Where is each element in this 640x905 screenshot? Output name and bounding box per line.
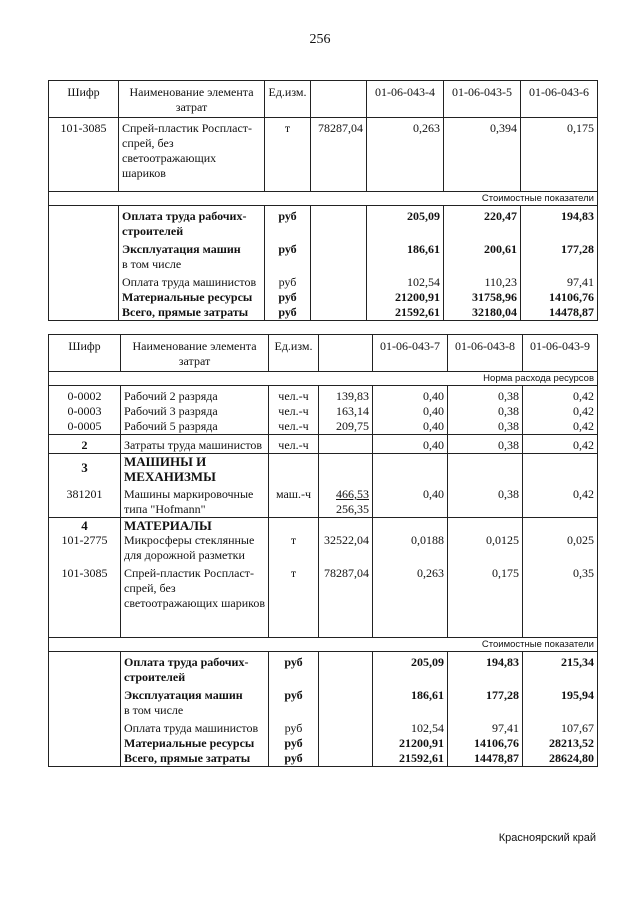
cost-value-1: 21200,91 bbox=[373, 736, 448, 751]
table-row bbox=[49, 484, 598, 518]
table-row bbox=[49, 419, 598, 435]
cost-value-2: 200,61 bbox=[444, 239, 521, 272]
cost-name: Оплата труда рабочих-строителей bbox=[121, 651, 269, 685]
section-label: Стоимостные показатели bbox=[49, 192, 598, 206]
cost-row bbox=[49, 751, 598, 767]
row-value-2: 0,38 bbox=[448, 419, 523, 435]
header-col-1: 01-06-043-4 bbox=[367, 81, 444, 118]
cost-value-1: 205,09 bbox=[367, 206, 444, 240]
row-value-2: 0,38 bbox=[448, 435, 523, 454]
row-value-1: 0,40 bbox=[373, 419, 448, 435]
cost-unit: руб bbox=[269, 685, 319, 718]
cost-row bbox=[49, 736, 598, 751]
header-col-1: 01-06-043-7 bbox=[373, 335, 448, 372]
group-row-materials bbox=[49, 518, 598, 534]
cost-value-2: 32180,04 bbox=[444, 305, 521, 321]
header-code: Шифр bbox=[49, 81, 119, 118]
cost-name: Оплата труда рабочих-строителей bbox=[119, 206, 265, 240]
row-name: Спрей-пластик Роспласт-спрей, без светоотражающих шариков bbox=[119, 118, 265, 192]
row-value-1: 0,40 bbox=[373, 435, 448, 454]
table-row bbox=[49, 118, 598, 192]
table-row bbox=[49, 386, 598, 405]
row-code: 0-0005 bbox=[49, 419, 121, 435]
row-name: Затраты труда машинистов bbox=[121, 435, 269, 454]
table-header-row bbox=[49, 81, 598, 118]
cost-name: Материальные ресурсы bbox=[121, 736, 269, 751]
header-price bbox=[319, 335, 373, 372]
cost-value-1: 186,61 bbox=[373, 685, 448, 718]
cost-name: Оплата труда машинистов bbox=[119, 272, 265, 290]
cost-value-1: 21592,61 bbox=[367, 305, 444, 321]
cost-value-1: 21200,91 bbox=[367, 290, 444, 305]
row-price: 78287,04 bbox=[319, 563, 373, 637]
header-col-2: 01-06-043-5 bbox=[444, 81, 521, 118]
row-unit: т bbox=[265, 118, 311, 192]
row-price: 139,83 bbox=[319, 386, 373, 405]
row-value-2: 0,175 bbox=[448, 563, 523, 637]
cost-unit: руб bbox=[265, 239, 311, 272]
row-value-2: 0,0125 bbox=[448, 533, 523, 563]
cost-value-3: 28213,52 bbox=[523, 736, 598, 751]
row-value-3: 0,175 bbox=[521, 118, 598, 192]
cost-name: Всего, прямые затраты bbox=[119, 305, 265, 321]
row-code: 2 bbox=[49, 435, 121, 454]
row-price-cell bbox=[319, 484, 373, 518]
cost-table-2 bbox=[48, 334, 598, 767]
cost-value-3: 14106,76 bbox=[521, 290, 598, 305]
row-value-1: 0,40 bbox=[373, 404, 448, 419]
group-code: 3 bbox=[49, 454, 121, 485]
cost-unit: руб bbox=[265, 272, 311, 290]
row-unit: т bbox=[269, 533, 319, 563]
cost-value-2: 97,41 bbox=[448, 718, 523, 736]
cost-value-3: 215,34 bbox=[523, 651, 598, 685]
table-row-machinists bbox=[49, 435, 598, 454]
cost-subnote: в том числе bbox=[122, 257, 182, 271]
row-value-3: 0,42 bbox=[523, 435, 598, 454]
cost-subnote: в том числе bbox=[124, 702, 184, 717]
table-row bbox=[49, 404, 598, 419]
region-footer: Красноярский край bbox=[498, 832, 596, 844]
row-price: 32522,04 bbox=[319, 533, 373, 563]
row-unit: чел.-ч bbox=[269, 386, 319, 405]
table-header-row bbox=[49, 335, 598, 372]
row-unit: маш.-ч bbox=[269, 484, 319, 518]
row-value-1: 0,0188 bbox=[373, 533, 448, 563]
cost-value-1: 21592,61 bbox=[373, 751, 448, 767]
cost-value-2: 110,23 bbox=[444, 272, 521, 290]
cost-value-3: 195,94 bbox=[523, 685, 598, 718]
row-value-3: 0,42 bbox=[523, 386, 598, 405]
header-unit: Ед.изм. bbox=[269, 335, 319, 372]
row-price-2: 256,35 bbox=[336, 502, 369, 516]
row-value-3: 0,42 bbox=[523, 484, 598, 518]
row-code: 381201 bbox=[49, 484, 121, 518]
cost-name-cell bbox=[121, 685, 269, 718]
cost-name-cell bbox=[119, 239, 265, 272]
cost-value-3: 177,28 bbox=[521, 239, 598, 272]
cost-unit: руб bbox=[265, 206, 311, 240]
header-name: Наименование элемента затрат bbox=[119, 81, 265, 118]
row-name: Рабочий 2 разряда bbox=[121, 386, 269, 405]
header-col-2: 01-06-043-8 bbox=[448, 335, 523, 372]
header-price bbox=[311, 81, 367, 118]
group-code: 4 bbox=[49, 518, 121, 534]
row-name: Рабочий 3 разряда bbox=[121, 404, 269, 419]
section-label: Норма расхода ресурсов bbox=[49, 372, 598, 386]
row-value-1: 0,40 bbox=[373, 386, 448, 405]
group-title: МАТЕРИАЛЫ bbox=[121, 518, 269, 534]
cost-row bbox=[49, 206, 598, 240]
cost-value-1: 102,54 bbox=[373, 718, 448, 736]
cost-value-2: 31758,96 bbox=[444, 290, 521, 305]
row-value-1: 0,263 bbox=[367, 118, 444, 192]
header-col-3: 01-06-043-6 bbox=[521, 81, 598, 118]
header-unit: Ед.изм. bbox=[265, 81, 311, 118]
row-unit: т bbox=[269, 563, 319, 637]
cost-row bbox=[49, 718, 598, 736]
cost-value-2: 177,28 bbox=[448, 685, 523, 718]
cost-name: Материальные ресурсы bbox=[119, 290, 265, 305]
cost-value-3: 28624,80 bbox=[523, 751, 598, 767]
cost-row bbox=[49, 305, 598, 321]
row-price: 209,75 bbox=[319, 419, 373, 435]
cost-name: Эксплуатация машин bbox=[122, 242, 241, 256]
row-value-2: 0,38 bbox=[448, 404, 523, 419]
row-value-3: 0,42 bbox=[523, 419, 598, 435]
header-code: Шифр bbox=[49, 335, 121, 372]
cost-value-1: 102,54 bbox=[367, 272, 444, 290]
cost-unit: руб bbox=[269, 751, 319, 767]
cost-unit: руб bbox=[269, 718, 319, 736]
row-value-2: 0,38 bbox=[448, 484, 523, 518]
row-price: 163,14 bbox=[319, 404, 373, 419]
row-code: 0-0003 bbox=[49, 404, 121, 419]
cost-name: Оплата труда машинистов bbox=[121, 718, 269, 736]
header-name: Наименование элемента затрат bbox=[121, 335, 269, 372]
section-label: Стоимостные показатели bbox=[49, 637, 598, 651]
cost-value-2: 194,83 bbox=[448, 651, 523, 685]
cost-value-3: 97,41 bbox=[521, 272, 598, 290]
header-col-3: 01-06-043-9 bbox=[523, 335, 598, 372]
cost-value-3: 107,67 bbox=[523, 718, 598, 736]
row-unit: чел.-ч bbox=[269, 435, 319, 454]
cost-row bbox=[49, 290, 598, 305]
row-value-3: 0,42 bbox=[523, 404, 598, 419]
group-row-machines bbox=[49, 454, 598, 485]
cost-unit: руб bbox=[269, 651, 319, 685]
row-name: Машины маркировочные типа "Hofmann" bbox=[121, 484, 269, 518]
cost-value-2: 14106,76 bbox=[448, 736, 523, 751]
row-price: 78287,04 bbox=[311, 118, 367, 192]
cost-row bbox=[49, 685, 598, 718]
page-number: 256 bbox=[309, 32, 331, 47]
cost-unit: руб bbox=[265, 305, 311, 321]
cost-name: Всего, прямые затраты bbox=[121, 751, 269, 767]
cost-row bbox=[49, 651, 598, 685]
cost-value-2: 14478,87 bbox=[448, 751, 523, 767]
cost-row bbox=[49, 272, 598, 290]
row-name: Спрей-пластик Роспласт-спрей, без светоотражающих шариков bbox=[121, 563, 269, 637]
cost-value-1: 205,09 bbox=[373, 651, 448, 685]
row-price: 466,53 bbox=[336, 487, 369, 501]
cost-value-3: 194,83 bbox=[521, 206, 598, 240]
row-code: 101-3085 bbox=[49, 118, 119, 192]
cost-table-1 bbox=[48, 80, 598, 321]
row-name: Микросферы стеклянные для дорожной разметки bbox=[121, 533, 269, 563]
row-value-2: 0,394 bbox=[444, 118, 521, 192]
row-code: 101-3085 bbox=[49, 563, 121, 637]
section-row-costs bbox=[49, 192, 598, 206]
cost-row bbox=[49, 239, 598, 272]
section-row-resources bbox=[49, 372, 598, 386]
cost-value-3: 14478,87 bbox=[521, 305, 598, 321]
cost-unit: руб bbox=[269, 736, 319, 751]
table-row bbox=[49, 533, 598, 563]
row-value-2: 0,38 bbox=[448, 386, 523, 405]
row-name: Рабочий 5 разряда bbox=[121, 419, 269, 435]
cost-value-1: 186,61 bbox=[367, 239, 444, 272]
row-value-1: 0,263 bbox=[373, 563, 448, 637]
cost-unit: руб bbox=[265, 290, 311, 305]
row-code: 101-2775 bbox=[49, 533, 121, 563]
cost-value-2: 220,47 bbox=[444, 206, 521, 240]
row-unit: чел.-ч bbox=[269, 419, 319, 435]
cost-name: Эксплуатация машин bbox=[124, 687, 243, 702]
row-value-3: 0,35 bbox=[523, 563, 598, 637]
row-code: 0-0002 bbox=[49, 386, 121, 405]
section-row-costs bbox=[49, 637, 598, 651]
table-row bbox=[49, 563, 598, 637]
group-title: МАШИНЫ И МЕХАНИЗМЫ bbox=[121, 454, 269, 485]
row-value-1: 0,40 bbox=[373, 484, 448, 518]
row-value-3: 0,025 bbox=[523, 533, 598, 563]
row-unit: чел.-ч bbox=[269, 404, 319, 419]
